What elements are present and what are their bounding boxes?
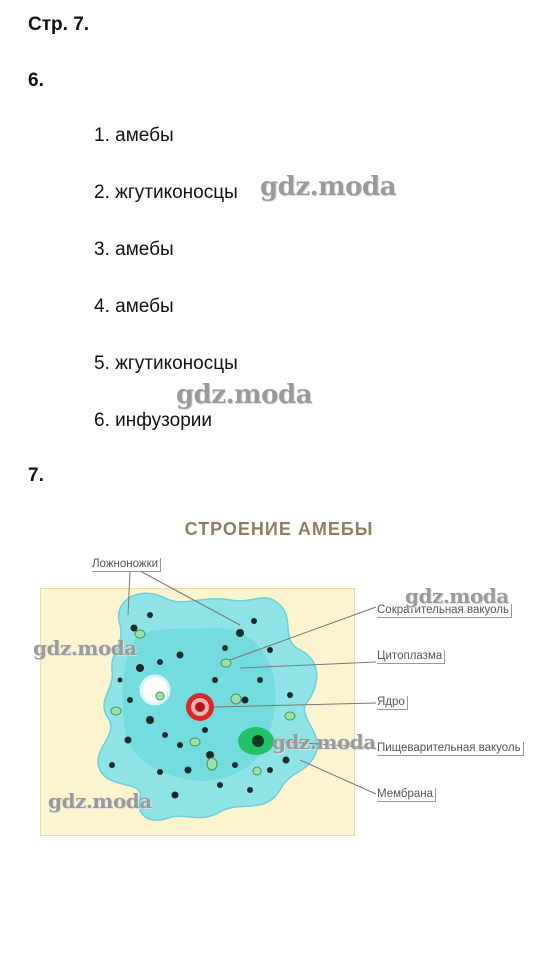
page-header: Стр. 7.	[28, 14, 90, 35]
task-6-number: 6.	[28, 70, 44, 91]
watermark: gdz.moda	[260, 172, 397, 202]
diagram-title: СТРОЕНИЕ АМЕБЫ	[184, 519, 374, 539]
watermark: gdz.moda	[405, 584, 509, 608]
label-digestive-vacuole: Пищеварительная вакуоль	[377, 742, 524, 756]
watermark: gdz.moda	[33, 636, 137, 660]
list-item: 3. амебы	[94, 239, 174, 260]
list-item: 2. жгутиконосцы	[94, 182, 238, 203]
contractile-vacuole	[141, 676, 169, 704]
watermark: gdz.moda	[176, 380, 313, 410]
label-pseudopods: Ложноножки	[92, 558, 161, 572]
label-membrane: Мембрана	[377, 788, 436, 802]
watermark: gdz.moda	[48, 789, 152, 813]
label-contractile-vacuole: Сократительная вакуоль	[377, 604, 512, 618]
list-item: 4. амебы	[94, 296, 174, 317]
task-7-number: 7.	[28, 465, 44, 486]
label-nucleus: Ядро	[377, 696, 408, 710]
label-cytoplasm: Цитоплазма	[377, 650, 445, 664]
watermark: gdz.moda	[272, 730, 376, 754]
list-item: 1. амебы	[94, 125, 174, 146]
list-item: 5. жгутиконосцы	[94, 353, 238, 374]
list-item: 6. инфузории	[94, 410, 213, 431]
